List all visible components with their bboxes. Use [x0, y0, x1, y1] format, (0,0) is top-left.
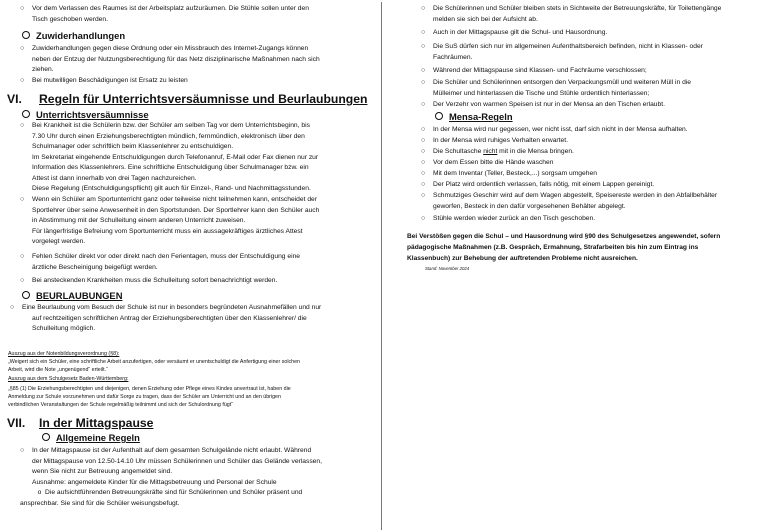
closing-line: pädagogische Maßnahmen (z.B. Gespräch, Ermahnung, Strafarbeiten bis hin zum Eintrag ins — [407, 244, 699, 251]
subheading-beurlaubungen: BEURLAUBUNGEN — [22, 290, 122, 302]
subheading-mensa-regeln: Mensa-Regeln — [435, 111, 513, 123]
bullet-icon: ○ — [20, 277, 25, 284]
bullet-icon: ○ — [421, 29, 426, 36]
bullet-icon: ○ — [421, 79, 426, 86]
bullet-icon: ○ — [20, 196, 25, 203]
circle-bullet-icon — [22, 110, 30, 118]
bullet-icon: ○ — [421, 181, 426, 188]
bullet-icon: ○ — [421, 67, 426, 74]
subheading-zuwiderhandlungen: Zuwiderhandlungen — [22, 30, 125, 42]
subheading-allgemeine-regeln: Allgemeine Regeln — [42, 432, 140, 444]
circle-bullet-icon — [22, 31, 30, 39]
bullet-icon: ○ — [20, 253, 25, 260]
circle-bullet-icon — [22, 291, 30, 299]
bullet-icon: ○ — [421, 43, 426, 50]
bullet-icon: ○ — [20, 77, 25, 84]
subheading-unterrichtsversaeumnisse: Unterrichtsversäumnisse — [22, 109, 149, 121]
bullet-icon: ○ — [10, 304, 15, 311]
bullet-icon: ○ — [421, 159, 426, 166]
bullet-icon: ○ — [421, 5, 426, 12]
excerpt-line: „§85 (1) Die Erziehungsberechtigten und diejenigen, denen Erziehung oder Pflege eines Kindes anvertraut ist, haben die — [8, 386, 291, 392]
bullet-icon: ○ — [421, 170, 426, 177]
column-divider — [381, 2, 382, 530]
bullet-icon: ○ — [421, 148, 426, 155]
excerpt-heading: Auszug aus dem Schulgesetz Baden-Württemberg: — [8, 376, 129, 382]
excerpt-line: Anmeldung zur Schule vorzunehmen und dafür Sorge zu tragen, dass der Schüler am Unterricht und an den übrigen — [8, 394, 281, 400]
excerpt-line: „Weigert sich ein Schüler, eine schriftliche Arbeit anzufertigen, oder versäumt er unentschuldigt die Anfertigung einer solchen — [8, 359, 300, 365]
excerpt-line: Arbeit, wird die Note „ungenügend“ erteilt.“ — [8, 367, 108, 373]
bullet-icon: ○ — [20, 45, 25, 52]
excerpt-line: verbindlichen Veranstaltungen der Schule regelmäßig teilnimmt und sich der Schulordnung fügt“ — [8, 402, 233, 408]
bullet-icon: ○ — [421, 215, 426, 222]
bullet-icon: ○ — [421, 101, 426, 108]
list-line: Tisch geschoben werden. — [32, 15, 108, 23]
circle-bullet-icon — [42, 433, 50, 441]
excerpt-heading: Auszug aus der Notenbildungsverordnung (§8): — [8, 351, 120, 357]
stand-date: Stand: November 2024 — [425, 266, 470, 271]
list-line: Vor dem Verlassen des Raumes ist der Arbeitsplatz aufzuräumen. Die Stühle sollen unter den — [32, 5, 309, 12]
circle-bullet-icon — [435, 112, 443, 120]
document-page: ○ Vor dem Verlassen des Raumes ist der Arbeitsplatz aufzuräumen. Die Stühle sollen unter den Tisch geschoben werden. Zuwiderhandlungen ○ Zuwiderhandlungen gegen diese Ordnung oder ein Missbrauch des Internet-Zugangs können neben der Entzug der Nutzungsberechtigung für das Netz disziplinarische Maßnahmen nach sich ziehen. ○ Bei mutwilligen Beschädigungen ist Ersatz zu leisten VI. Regeln für Unterrichtsversäumnisse und Beurlaubungen Unterrichtsversäumnisse ○ Bei Krankheit ist die Schülerin bzw. der Schüler am selben Tag vor dem Unterrichtsbeginn, bis 7.30 Uhr durch einen Erziehungsberechtigten mündlich, fernmündlich, elektronisch über den Schulmanager oder schriftlich beim Klassenlehrer zu entschuldigen. Im Sekretariat eingehende Entschuldigungen durch Telefonanruf, E-Mail oder Fax dienen nur zur Information des Klassenlehrers. Eine schriftliche Entschuldigung über Schulmanager bzw. ein Attest ist dann innerhalb von drei Tagen nachzureichen. Diese Regelung (Entschuldigungspflicht) gilt auch für Einzel-, Rand- und Nachmittagsstunden. ○ Wenn ein Schüler am Sportunterricht ganz oder teilweise nicht teilnehmen kann, entscheidet der Sportlehrer über seine Anwesenheit in den Sportstunden. Der Sportlehrer kann den Schüler auch in Abstimmung mit der Schulleitung einem anderen Unterricht zuweisen. Für längerfristige Befreiung vom Sportunterricht muss ein aussagekräftiges ärztliches Attest vorgelegt werden. ○ Fehlen Schüler direkt vor oder direkt nach den Ferientagen, muss der Entschuldigung eine ärztliche Bescheinigung beigefügt werden. ○ Bei ansteckenden Krankheiten muss die Schulleitung sofort benachrichtigt werden. BEURLAUBUNGEN ○ Eine Beurlaubung vom Besuch der Schule ist nur in besonders begründeten Ausnahmefällen und nur auf rechtzeitigen schriftlichen Antrag der Erziehungsberechtigten über den Klassenlehrer/ die Schulleitung möglich. Auszug aus der Notenbildungsverordnung (§8): „Weigert sich ein Schüler, eine schriftliche Arbeit anzufertigen, oder versäumt er unentschuldigt die Anfertigung einer solchen Arbeit, wird die Note „ungenügend“ erteilt.“ Auszug aus dem Schulgesetz Baden-Württemberg: „§85 (1) Die Erziehungsberechtigten und diejenigen, denen Erziehung oder Pflege eines Kindes anvertraut ist, haben die Anmeldung zur Schule vorzunehmen und dafür Sorge zu tragen, dass der Schüler am Unterricht und an den übrigen verbindlichen Veranstaltungen der Schule regelmäßig teilnimmt und sich der Schulordnung fügt“ VII. In der Mittagspause Allgemeine Regeln ○ In der Mittagspause ist der Aufenthalt auf dem gesamten Schulgelände nicht erlaubt. Während der Mittagspause von 12.50-14.10 Uhr müssen Schülerinnen und Schüler das Gelände verlassen, wenn Sie nicht zur Betreuung angemeldet sind. Ausnahme: angemeldete Kinder für die Mittagsbetreuung und Personal der Schule o Die aufsichtführenden Betreuungskräfte sind für Schülerinnen und Schüler präsent und ansprechbar. Sie sind für die Schüler weisungsbefugt. ○ Die Schülerinnen und Schüler bleiben stets in Sichtweite der Betreuungskräfte, für Toilettengänge melden sie sich bei der Aufsicht ab. ○ Auch in der Mittagspause gilt die Schul- und Hausordnung. ○ Die SuS dürfen sich nur im allgemeinen Aufenthaltsbereich befinden, nicht in Klassen- oder Fachräumen. ○ Während der Mittagspause sind Klassen- und Fachräume verschlossen; ○ Die Schüler und Schülerinnen entsorgen den Verpackungsmüll und weiteren Müll in die Mülleimer und hinterlassen die Tische und Stühle ordentlich hinterlassen; ○ Der Verzehr von warmen Speisen ist nur in der Mensa an den Tischen erlaubt. Mensa-Regeln ○ In der Mensa wird nur gegessen, wer nicht isst, darf sich nicht in der Mensa aufhalten. ○ In der Mensa wird ruhiges Verhalten erwartet. ○ Die Schultasche nicht mit in die Mensa bringen. ○ Vor dem Essen bitte die Hände waschen ○ Mit dem Inventar (Teller, Besteck,...) sorgsam umgehen ○ Der Platz wird ordentlich verlassen, falls nötig, mit einem Lappen gereinigt. ○ Schmutziges Geschirr wird auf dem Wagen abgestellt, Speisereste werden in den Abfallbehälter geworfen, Besteck in den dafür vorgesehenen Behälter abgelegt. ○ Stühle werden wieder zurück an den Tisch geschoben. Bei Verstößen gegen die Schul – und Hausordnung wird §90 des Schulgesetzes angewendet, sofern pädagogische Maßnahmen (z.B. Gespräch, Ermahnung, Strafarbeiten bis hin zum Eintrag ins Klassenbuch) zur Behebung der auftretenden Probleme nicht ausreichen. Stand: November 2024 — [0, 0, 768, 532]
bullet-icon: ○ — [421, 126, 426, 133]
bullet-icon: ○ — [421, 137, 426, 144]
closing-line: Klassenbuch) zur Behebung der auftretenden Probleme nicht ausreichen. — [407, 255, 638, 262]
closing-line: Bei Verstößen gegen die Schul – und Hausordnung wird §90 des Schulgesetzes angewendet, sofern — [407, 233, 721, 240]
bullet-icon: ○ — [421, 192, 426, 199]
bullet-icon: ○ — [20, 5, 25, 12]
bullet-icon: ○ — [20, 447, 25, 454]
bullet-icon: ○ — [20, 122, 25, 129]
